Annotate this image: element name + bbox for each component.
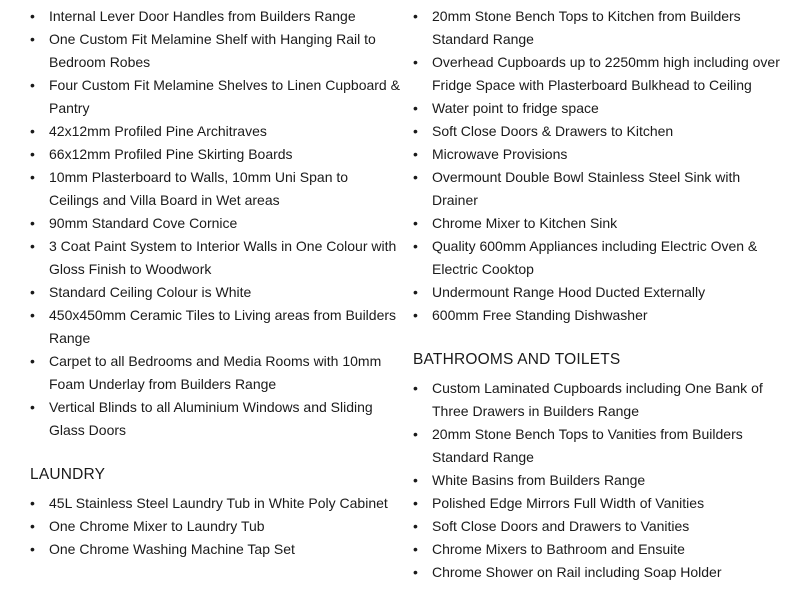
bullet-icon: • (413, 564, 418, 580)
list-item: • Soft Close Doors & Drawers to Kitchen (413, 120, 788, 143)
list-item: • 600mm Free Standing Dishwasher (413, 304, 788, 327)
bullet-icon: • (413, 495, 418, 511)
bullet-icon: • (30, 518, 35, 534)
bullet-icon: • (30, 169, 35, 185)
list-item: • White Basins from Builders Range (413, 469, 788, 492)
list-item: • 20mm Stone Bench Tops to Vanities from Builders Standard Range (413, 423, 788, 469)
bullet-icon: • (30, 399, 35, 415)
bullet-icon: • (413, 54, 418, 70)
list-item: • Chrome Mixer to Kitchen Sink (413, 212, 788, 235)
list-item: • 45L Stainless Steel Laundry Tub in White Poly Cabinet (30, 492, 400, 515)
bullet-icon: • (30, 284, 35, 300)
bathrooms-heading: BATHROOMS AND TOILETS (413, 351, 621, 368)
bullet-icon: • (413, 100, 418, 116)
bullet-icon: • (413, 169, 418, 185)
list-item: • Standard Ceiling Colour is White (30, 281, 400, 304)
bullet-icon: • (413, 146, 418, 162)
list-item: • One Custom Fit Melamine Shelf with Hanging Rail to Bedroom Robes (30, 28, 400, 74)
fixtures-list (30, 5, 400, 442)
list-item: • 3 Coat Paint System to Interior Walls in One Colour with Gloss Finish to Woodwork (30, 235, 400, 281)
bullet-icon: • (413, 123, 418, 139)
bullet-icon: • (30, 353, 35, 369)
bullet-icon: • (30, 77, 35, 93)
laundry-list (30, 492, 400, 561)
kitchen-list (413, 5, 788, 327)
bullet-icon: • (413, 541, 418, 557)
bullet-icon: • (413, 426, 418, 442)
list-item: • Polished Edge Mirrors Full Width of Vanities (413, 492, 788, 515)
bullet-icon: • (413, 284, 418, 300)
bullet-icon: • (413, 238, 418, 254)
bullet-icon: • (30, 146, 35, 162)
list-item: • Custom Laminated Cupboards including One Bank of Three Drawers in Builders Range (413, 377, 788, 423)
list-item: • Chrome Mixers to Bathroom and Ensuite (413, 538, 788, 561)
bullet-icon: • (413, 472, 418, 488)
list-item: • 42x12mm Profiled Pine Architraves (30, 120, 400, 143)
list-item: • Quality 600mm Appliances including Electric Oven & Electric Cooktop (413, 235, 788, 281)
bullet-icon: • (30, 31, 35, 47)
bullet-icon: • (413, 518, 418, 534)
bullet-icon: • (30, 215, 35, 231)
bathroom-list (413, 377, 788, 584)
list-item: • Internal Lever Door Handles from Builders Range (30, 5, 400, 28)
right-column (413, 5, 788, 584)
list-item: • 450x450mm Ceramic Tiles to Living areas from Builders Range (30, 304, 400, 350)
list-item: • 20mm Stone Bench Tops to Kitchen from Builders Standard Range (413, 5, 788, 51)
list-item: • Water point to fridge space (413, 97, 788, 120)
list-item: • Microwave Provisions (413, 143, 788, 166)
bullet-icon: • (30, 307, 35, 323)
list-item: • Chrome Shower on Rail including Soap Holder (413, 561, 788, 584)
laundry-heading: LAUNDRY (30, 466, 106, 483)
list-item: • 90mm Standard Cove Cornice (30, 212, 400, 235)
bullet-icon: • (30, 541, 35, 557)
list-item: • Undermount Range Hood Ducted Externally (413, 281, 788, 304)
list-item: • Soft Close Doors and Drawers to Vanities (413, 515, 788, 538)
left-column (30, 5, 400, 561)
bullet-icon: • (413, 307, 418, 323)
list-item: • Vertical Blinds to all Aluminium Windows and Sliding Glass Doors (30, 396, 400, 442)
list-item: • Overhead Cupboards up to 2250mm high including over Fridge Space with Plasterboard Bulkhead to Ceiling (413, 51, 788, 97)
list-item: • 10mm Plasterboard to Walls, 10mm Uni Span to Ceilings and Villa Board in Wet areas (30, 166, 400, 212)
bullet-icon: • (30, 8, 35, 24)
bullet-icon: • (30, 238, 35, 254)
list-item: • One Chrome Mixer to Laundry Tub (30, 515, 400, 538)
list-item: • One Chrome Washing Machine Tap Set (30, 538, 400, 561)
list-item: • Carpet to all Bedrooms and Media Rooms with 10mm Foam Underlay from Builders Range (30, 350, 400, 396)
bullet-icon: • (30, 495, 35, 511)
list-item: • Four Custom Fit Melamine Shelves to Linen Cupboard & Pantry (30, 74, 400, 120)
list-item: • Overmount Double Bowl Stainless Steel Sink with Drainer (413, 166, 788, 212)
bullet-icon: • (413, 380, 418, 396)
list-item: • 66x12mm Profiled Pine Skirting Boards (30, 143, 400, 166)
bullet-icon: • (413, 215, 418, 231)
bullet-icon: • (30, 123, 35, 139)
bullet-icon: • (413, 8, 418, 24)
